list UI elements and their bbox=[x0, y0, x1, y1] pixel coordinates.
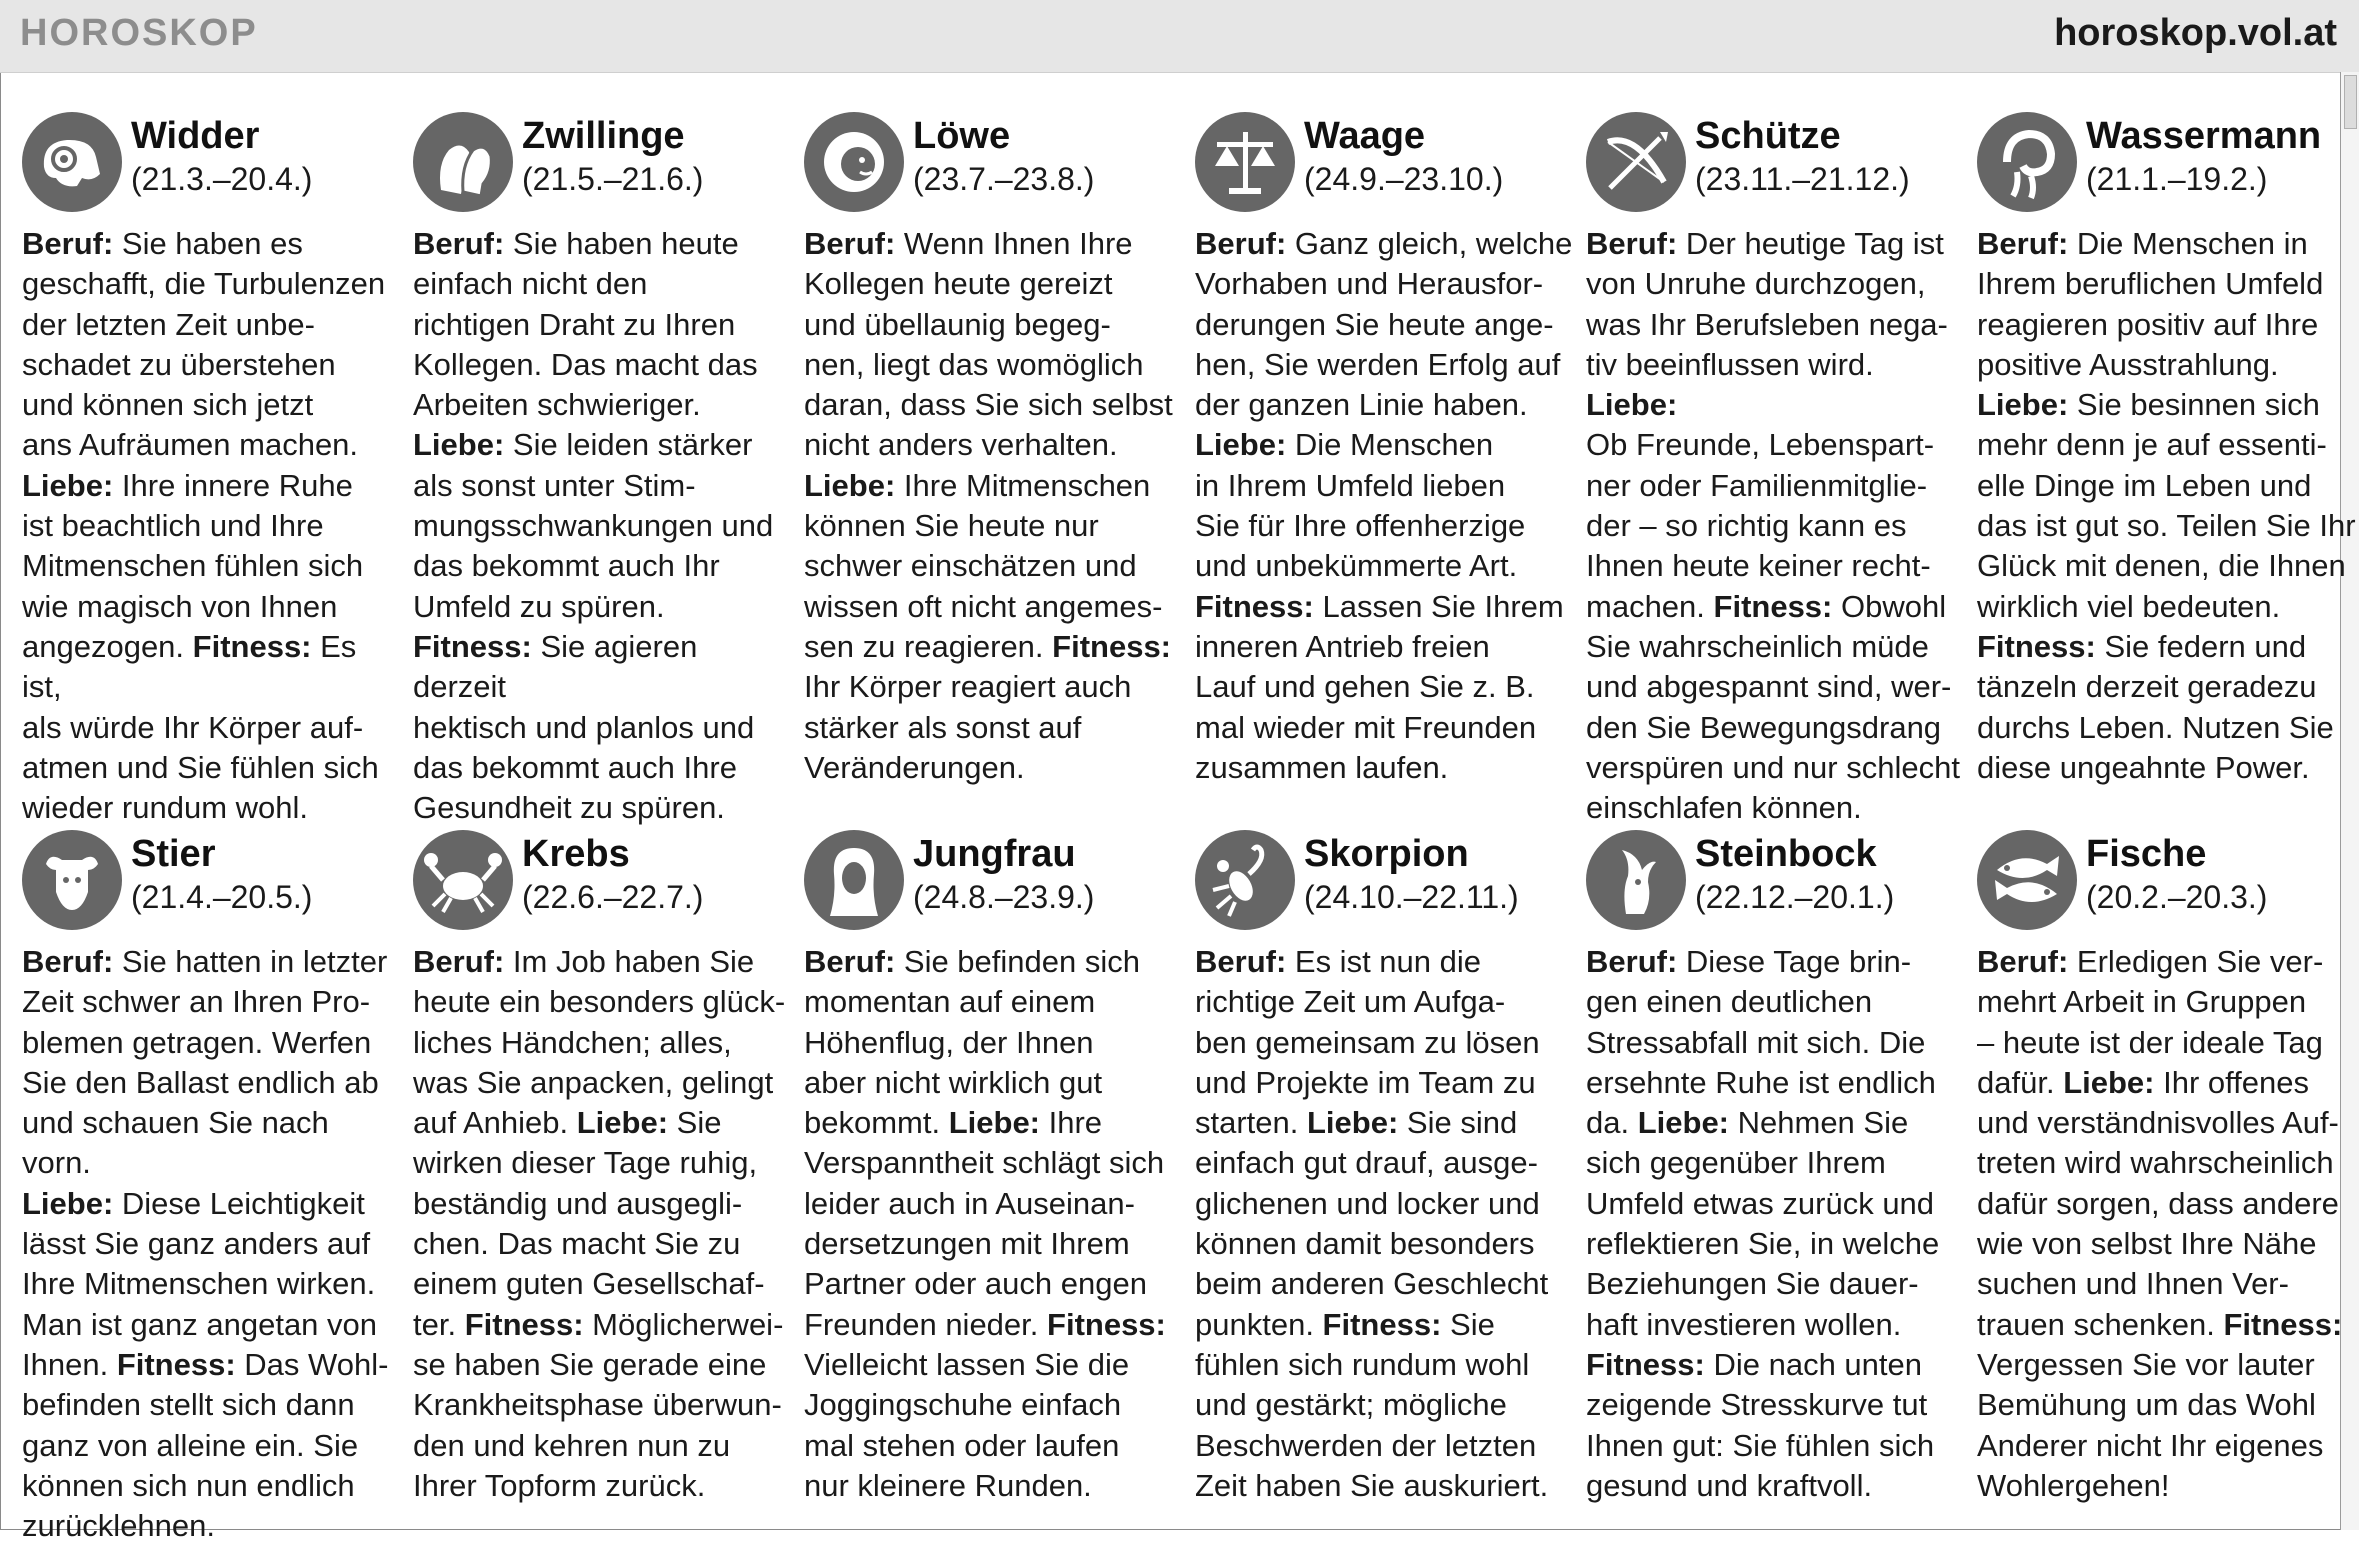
section-label: Liebe: bbox=[948, 1105, 1041, 1141]
text-line: angezogen. Fitness: Es ist, bbox=[22, 628, 357, 705]
text-line: punkten. Fitness: Sie bbox=[1195, 1306, 1495, 1342]
text-line: gen einen deutlichen bbox=[1586, 984, 1873, 1020]
text-line: richtige Zeit um Aufga- bbox=[1195, 984, 1506, 1020]
sign-dates: (23.11.–21.12.) bbox=[1695, 161, 1910, 197]
text-line: aber nicht wirklich gut bbox=[804, 1064, 1103, 1100]
text-line: reflektieren Sie, in welche bbox=[1586, 1226, 1940, 1262]
text-line: ans Aufräumen machen. bbox=[22, 427, 359, 463]
text-line: können Sie heute nur bbox=[804, 508, 1099, 544]
text-line: Ihre Mitmenschen wirken. bbox=[22, 1266, 376, 1302]
text-line: verspüren und nur schlecht bbox=[1586, 749, 1960, 785]
section-label: Liebe: bbox=[804, 467, 896, 503]
text-line: atmen und Sie fühlen sich bbox=[22, 749, 379, 785]
text-line: glichenen und locker und bbox=[1195, 1185, 1540, 1221]
section-label: Fitness: bbox=[1195, 588, 1314, 624]
section-label: Liebe: bbox=[576, 1105, 669, 1141]
text-line: Liebe: Ihre Mitmenschen bbox=[804, 467, 1151, 503]
text-line: Ihnen gut: Sie fühlen sich bbox=[1586, 1427, 1935, 1463]
text-line: der ganzen Linie haben. bbox=[1195, 387, 1528, 423]
text-line: Beruf: Sie hatten in letzter bbox=[22, 944, 388, 979]
sign-name: Stier bbox=[131, 833, 216, 875]
text-line: zurücklehnen. bbox=[22, 1508, 216, 1544]
sign-name: Wassermann bbox=[2086, 115, 2322, 157]
header-bar bbox=[0, 0, 2359, 73]
text-line: können sich nun endlich bbox=[22, 1467, 355, 1503]
text-line: und gestärkt; mögliche bbox=[1195, 1387, 1507, 1423]
sign-dates: (21.5.–21.6.) bbox=[522, 161, 704, 197]
sign-dates: (23.7.–23.8.) bbox=[913, 161, 1095, 197]
text-line: schadet zu überstehen bbox=[22, 346, 336, 382]
text-line: liches Händchen; alles, bbox=[413, 1024, 732, 1060]
text-line: daran, dass Sie sich selbst bbox=[804, 387, 1173, 423]
text-line: Beruf: Es ist nun die bbox=[1195, 944, 1481, 979]
text-line: stärker als sonst auf bbox=[804, 709, 1082, 745]
text-line: tiv beeinflussen wird. Liebe: bbox=[1586, 346, 1874, 423]
sign-text bbox=[413, 942, 793, 1506]
text-line: reagieren positiv auf Ihre bbox=[1977, 306, 2319, 342]
text-line: starten. Liebe: Sie sind bbox=[1195, 1105, 1518, 1141]
text-line: nicht anders verhalten. bbox=[804, 427, 1118, 463]
text-line: als würde Ihr Körper auf- bbox=[22, 709, 364, 745]
sign-dates: (24.9.–23.10.) bbox=[1304, 161, 1504, 197]
text-line: Mitmenschen fühlen sich bbox=[22, 548, 364, 584]
section-label: Beruf: bbox=[1195, 944, 1287, 979]
text-line: Beruf: Wenn Ihnen Ihre bbox=[804, 226, 1133, 261]
sign-card-ram bbox=[22, 112, 397, 826]
bull-icon bbox=[22, 830, 122, 930]
text-line: und schauen Sie nach vorn. bbox=[22, 1105, 329, 1181]
text-line: Anderer nicht Ihr eigenes bbox=[1977, 1427, 2324, 1463]
section-label: Beruf: bbox=[22, 226, 114, 261]
text-line: und Projekte im Team zu bbox=[1195, 1064, 1536, 1100]
text-line: treten wird wahrscheinlich bbox=[1977, 1145, 2334, 1181]
text-line: Beruf: Die Menschen in bbox=[1977, 226, 2308, 261]
sign-dates: (24.10.–22.11.) bbox=[1304, 879, 1519, 915]
section-label: Liebe: bbox=[413, 427, 505, 463]
text-line: elle Dinge im Leben und bbox=[1977, 467, 2312, 503]
sign-card-fish bbox=[1977, 830, 2352, 1503]
text-line: schwer einschätzen und bbox=[804, 548, 1137, 584]
text-line: Wohlergehen! bbox=[1977, 1467, 2170, 1503]
sign-card-twins bbox=[413, 112, 788, 826]
fish-icon bbox=[1977, 830, 2077, 930]
capricorn-icon bbox=[1586, 830, 1686, 930]
text-line: Arbeiten schwieriger. bbox=[413, 387, 701, 423]
text-line: da. Liebe: Nehmen Sie bbox=[1586, 1105, 1909, 1141]
scales-icon bbox=[1195, 112, 1295, 212]
text-line: der letzten Zeit unbe- bbox=[22, 306, 315, 342]
section-label: Fitness: bbox=[1586, 1346, 1705, 1382]
text-line: hen, Sie werden Erfolg auf bbox=[1195, 346, 1561, 382]
text-line: Beruf: Sie haben es bbox=[22, 226, 303, 261]
text-line: ter. Fitness: Möglicherwei- bbox=[413, 1306, 784, 1342]
text-line: und verständnisvolles Auf- bbox=[1977, 1105, 2339, 1141]
text-line: zeigende Stresskurve tut bbox=[1586, 1387, 1928, 1423]
section-label: Fitness: bbox=[2223, 1306, 2343, 1342]
text-line: das bekommt auch Ihr bbox=[413, 548, 720, 584]
text-line: Umfeld etwas zurück und bbox=[1586, 1185, 1935, 1221]
sign-name: Steinbock bbox=[1695, 833, 1877, 875]
text-line: – heute ist der ideale Tag bbox=[1977, 1024, 2323, 1060]
text-line: Krankheitsphase überwun- bbox=[413, 1387, 782, 1423]
section-label: Liebe: bbox=[1586, 387, 1678, 423]
sign-name: Zwillinge bbox=[522, 115, 685, 157]
text-line: Liebe: Sie besinnen sich bbox=[1977, 387, 2320, 423]
text-line: Beruf: Erledigen Sie ver- bbox=[1977, 944, 2324, 979]
text-line: den Sie Bewegungsdrang bbox=[1586, 709, 1942, 745]
text-line: bekommt. Liebe: Ihre bbox=[804, 1105, 1103, 1141]
text-line: Beziehungen Sie dauer- bbox=[1586, 1266, 1919, 1302]
crab-icon bbox=[413, 830, 513, 930]
text-line: geschafft, die Turbulenzen bbox=[22, 266, 386, 302]
text-line: mungsschwankungen und bbox=[413, 508, 774, 544]
text-line: hektisch und planlos und bbox=[413, 709, 755, 745]
text-line: ersehnte Ruhe ist endlich bbox=[1586, 1064, 1936, 1100]
sign-text bbox=[22, 942, 402, 1546]
text-line: Ihr Körper reagiert auch bbox=[804, 669, 1132, 705]
section-label: Beruf: bbox=[413, 226, 505, 261]
text-line: Höhenflug, der Ihnen bbox=[804, 1024, 1094, 1060]
text-line: das ist gut so. Teilen Sie Ihr bbox=[1977, 508, 2356, 544]
text-line: mehrt Arbeit in Gruppen bbox=[1977, 984, 2307, 1020]
text-line: Beruf: Sie befinden sich bbox=[804, 944, 1140, 979]
text-line: Fitness: Lassen Sie Ihrem bbox=[1195, 588, 1564, 624]
section-label: Liebe: bbox=[2063, 1064, 2155, 1100]
section-label: Beruf: bbox=[1586, 944, 1678, 979]
text-line: Man ist ganz angetan von bbox=[22, 1306, 378, 1342]
text-line: Kollegen. Das macht das bbox=[413, 346, 758, 382]
text-line: tänzeln derzeit geradezu bbox=[1977, 669, 2317, 705]
text-line: wieder rundum wohl. bbox=[22, 790, 309, 826]
text-line: wirken dieser Tage ruhig, bbox=[413, 1145, 758, 1181]
archer-icon bbox=[1586, 112, 1686, 212]
section-label: Beruf: bbox=[22, 944, 114, 979]
sign-name: Löwe bbox=[913, 115, 1011, 157]
text-line: chen. Das macht Sie zu bbox=[413, 1226, 741, 1262]
text-line: Partner oder auch engen bbox=[804, 1266, 1147, 1302]
text-line: den und kehren nun zu bbox=[413, 1427, 731, 1463]
text-line: was Sie anpacken, gelingt bbox=[413, 1064, 774, 1100]
text-line: Veränderungen. bbox=[804, 749, 1025, 785]
text-line: Gesundheit zu spüren. bbox=[413, 790, 725, 826]
text-line: Stressabfall mit sich. Die bbox=[1586, 1024, 1926, 1060]
sign-name: Skorpion bbox=[1304, 833, 1469, 875]
section-label: Liebe: bbox=[22, 1185, 114, 1221]
text-line: machen. Fitness: Obwohl bbox=[1586, 588, 1947, 624]
text-line: Beruf: Ganz gleich, welche bbox=[1195, 226, 1573, 261]
text-line: inneren Antrieb freien bbox=[1195, 628, 1490, 664]
site-link[interactable]: horoskop.vol.at bbox=[2054, 12, 2337, 54]
text-line: Vergessen Sie vor lauter bbox=[1977, 1346, 2315, 1382]
text-line: einfach gut drauf, ausge- bbox=[1195, 1145, 1538, 1181]
text-line: nen, liegt das womöglich bbox=[804, 346, 1144, 382]
sign-card-archer bbox=[1586, 112, 1961, 826]
text-line: befinden stellt sich dann bbox=[22, 1387, 355, 1423]
text-line: und unbekümmerte Art. bbox=[1195, 548, 1518, 584]
text-line: suchen und Ihnen Ver- bbox=[1977, 1266, 2289, 1302]
sign-dates: (21.3.–20.4.) bbox=[131, 161, 313, 197]
text-line: sich gegenüber Ihrem bbox=[1586, 1145, 1886, 1181]
section-label: Fitness: bbox=[464, 1306, 584, 1342]
sign-text bbox=[804, 942, 1184, 1506]
sign-card-virgin bbox=[804, 830, 1179, 1503]
sign-text bbox=[22, 224, 402, 828]
sign-card-scales bbox=[1195, 112, 1573, 785]
sign-text bbox=[1977, 942, 2357, 1506]
text-line: in Ihrem Umfeld lieben bbox=[1195, 467, 1506, 503]
text-line: Beruf: Sie haben heute bbox=[413, 226, 739, 261]
section-label: Beruf: bbox=[804, 226, 896, 261]
text-line: ner oder Familienmitglie- bbox=[1586, 467, 1928, 503]
section-label: Liebe: bbox=[1307, 1105, 1399, 1141]
text-line: leider auch in Auseinan- bbox=[804, 1185, 1135, 1221]
text-line: Lauf und gehen Sie z. B. bbox=[1195, 669, 1535, 705]
text-line: ben gemeinsam zu lösen bbox=[1195, 1024, 1540, 1060]
text-line: Zeit haben Sie auskuriert. bbox=[1195, 1467, 1549, 1503]
text-line: Liebe: Ihre innere Ruhe bbox=[22, 467, 353, 503]
text-line: trauen schenken. Fitness: bbox=[1977, 1306, 2343, 1342]
sign-name: Widder bbox=[131, 115, 260, 157]
text-line: mal stehen oder laufen bbox=[804, 1427, 1120, 1463]
text-line: diese ungeahnte Power. bbox=[1977, 749, 2310, 785]
text-line: Sie für Ihre offenherzige bbox=[1195, 508, 1526, 544]
text-line: auf Anhieb. Liebe: Sie bbox=[413, 1105, 722, 1141]
section-label: Beruf: bbox=[1977, 944, 2069, 979]
text-line: dafür. Liebe: Ihr offenes bbox=[1977, 1064, 2310, 1100]
sign-dates: (20.2.–20.3.) bbox=[2086, 879, 2268, 915]
text-line: positive Ausstrahlung. bbox=[1977, 346, 2279, 382]
text-line: Sie den Ballast endlich ab bbox=[22, 1064, 379, 1100]
sign-name: Jungfrau bbox=[913, 833, 1076, 875]
section-label: Beruf: bbox=[413, 944, 505, 979]
text-line: Fitness: Die nach unten bbox=[1586, 1346, 1923, 1382]
text-line: mehr denn je auf essenti- bbox=[1977, 427, 2327, 463]
ram-icon bbox=[22, 112, 122, 212]
text-line: Ihrer Topform zurück. bbox=[413, 1467, 706, 1503]
section-label: Fitness: bbox=[1977, 628, 2096, 664]
text-line: der – so richtig kann es bbox=[1586, 508, 1907, 544]
text-line: als sonst unter Stim- bbox=[413, 467, 696, 503]
sign-card-bull bbox=[22, 830, 397, 1544]
section-label: Beruf: bbox=[1195, 226, 1287, 261]
text-line: se haben Sie gerade eine bbox=[413, 1346, 767, 1382]
text-line: Liebe: Sie leiden stärker bbox=[413, 427, 753, 463]
sign-card-crab bbox=[413, 830, 788, 1503]
text-line: Vorhaben und Herausfor- bbox=[1195, 266, 1544, 302]
sign-name: Schütze bbox=[1695, 115, 1841, 157]
text-line: momentan auf einem bbox=[804, 984, 1096, 1020]
text-line: wie magisch von Ihnen bbox=[22, 588, 338, 624]
text-line: zusammen laufen. bbox=[1195, 749, 1449, 785]
text-line: blemen getragen. Werfen bbox=[22, 1024, 372, 1060]
text-line: Beruf: Im Job haben Sie bbox=[413, 944, 755, 979]
sign-text bbox=[1195, 224, 1575, 788]
text-line: ist beachtlich und Ihre bbox=[22, 508, 324, 544]
section-label: Fitness: bbox=[1052, 628, 1172, 664]
section-label: Liebe: bbox=[1637, 1105, 1730, 1141]
sign-card-scorpion bbox=[1195, 830, 1570, 1503]
text-line: haft investieren wollen. bbox=[1586, 1306, 1902, 1342]
lion-icon bbox=[804, 112, 904, 212]
sign-text bbox=[804, 224, 1184, 788]
text-line: Ihnen. Fitness: Das Wohl- bbox=[22, 1346, 389, 1382]
sign-dates: (24.8.–23.9.) bbox=[913, 879, 1095, 915]
sign-name: Krebs bbox=[522, 833, 630, 875]
text-line: das bekommt auch Ihre bbox=[413, 749, 737, 785]
text-line: nur kleinere Runden. bbox=[804, 1467, 1092, 1503]
sign-text bbox=[1586, 224, 1966, 828]
text-line: Beruf: Diese Tage brin- bbox=[1586, 944, 1912, 979]
section-label: Fitness: bbox=[413, 628, 532, 664]
water-bearer-icon bbox=[1977, 112, 2077, 212]
sign-dates: (22.6.–22.7.) bbox=[522, 879, 704, 915]
text-line: Liebe: Die Menschen bbox=[1195, 427, 1494, 463]
scorpion-icon bbox=[1195, 830, 1295, 930]
text-line: durchs Leben. Nutzen Sie bbox=[1977, 709, 2334, 745]
section-label: Fitness: bbox=[192, 628, 312, 664]
text-line: derungen Sie heute ange- bbox=[1195, 306, 1554, 342]
section-label: Fitness: bbox=[116, 1346, 236, 1382]
section-label: Fitness: bbox=[1322, 1306, 1442, 1342]
text-line: Umfeld zu spüren. bbox=[413, 588, 665, 624]
text-line: Fitness: Sie federn und bbox=[1977, 628, 2307, 664]
sign-card-water-bearer bbox=[1977, 112, 2356, 785]
text-line: von Unruhe durchzogen, bbox=[1586, 266, 1926, 302]
text-line: richtigen Draht zu Ihren bbox=[413, 306, 736, 342]
text-line: Joggingschuhe einfach bbox=[804, 1387, 1122, 1423]
text-line: Liebe: Diese Leichtigkeit bbox=[22, 1185, 365, 1221]
section-title: HOROSKOP bbox=[20, 12, 258, 54]
text-line: Beruf: Der heutige Tag ist bbox=[1586, 226, 1944, 261]
text-line: Ob Freunde, Lebenspart- bbox=[1586, 427, 1935, 463]
sign-text bbox=[1977, 224, 2357, 788]
text-line: und können sich jetzt bbox=[22, 387, 314, 423]
section-label: Liebe: bbox=[22, 467, 114, 503]
text-line: lässt Sie ganz anders auf bbox=[22, 1226, 371, 1262]
text-line: einschlafen können. bbox=[1586, 790, 1862, 826]
text-line: und übellaunig begeg- bbox=[804, 306, 1111, 342]
text-line: wirklich viel bedeuten. bbox=[1977, 588, 2281, 624]
text-line: Ihrem beruflichen Umfeld bbox=[1977, 266, 2324, 302]
text-line: was Ihr Berufsleben nega- bbox=[1586, 306, 1948, 342]
text-line: Bemühung um das Wohl bbox=[1977, 1387, 2316, 1423]
section-label: Liebe: bbox=[1195, 427, 1287, 463]
text-line: Fitness: Sie agieren derzeit bbox=[413, 628, 698, 705]
text-line: gesund und kraftvoll. bbox=[1586, 1467, 1873, 1503]
text-line: dersetzungen mit Ihrem bbox=[804, 1226, 1130, 1262]
sign-dates: (21.4.–20.5.) bbox=[131, 879, 313, 915]
text-line: Beschwerden der letzten bbox=[1195, 1427, 1537, 1463]
text-line: einem guten Gesellschaf- bbox=[413, 1266, 765, 1302]
virgin-icon bbox=[804, 830, 904, 930]
sign-card-lion bbox=[804, 112, 1179, 785]
section-label: Fitness: bbox=[1047, 1306, 1166, 1342]
text-line: mal wieder mit Freunden bbox=[1195, 709, 1537, 745]
section-label: Fitness: bbox=[1713, 588, 1833, 624]
text-line: ganz von alleine ein. Sie bbox=[22, 1427, 359, 1463]
text-line: Ihnen heute keiner recht- bbox=[1586, 548, 1931, 584]
twins-icon bbox=[413, 112, 513, 212]
section-label: Beruf: bbox=[804, 944, 896, 979]
section-label: Liebe: bbox=[1977, 387, 2069, 423]
text-line: beständig und ausgegli- bbox=[413, 1185, 743, 1221]
sign-text bbox=[1195, 942, 1575, 1506]
text-line: beim anderen Geschlecht bbox=[1195, 1266, 1549, 1302]
section-label: Beruf: bbox=[1977, 226, 2069, 261]
text-line: Freunden nieder. Fitness: bbox=[804, 1306, 1166, 1342]
text-line: Zeit schwer an Ihren Pro- bbox=[22, 984, 371, 1020]
sign-text bbox=[413, 224, 793, 828]
text-line: und abgespannt sind, wer- bbox=[1586, 669, 1952, 705]
sign-card-capricorn bbox=[1586, 830, 1961, 1503]
text-line: wissen oft nicht angemes- bbox=[804, 588, 1163, 624]
text-line: fühlen sich rundum wohl bbox=[1195, 1346, 1530, 1382]
text-line: Kollegen heute gereizt bbox=[804, 266, 1113, 302]
sign-name: Waage bbox=[1304, 115, 1426, 157]
text-line: sen zu reagieren. Fitness: bbox=[804, 628, 1172, 664]
section-label: Beruf: bbox=[1586, 226, 1678, 261]
sign-dates: (21.1.–19.2.) bbox=[2086, 161, 2268, 197]
sign-text bbox=[1586, 942, 1966, 1506]
text-line: einfach nicht den bbox=[413, 266, 648, 302]
text-line: Verspanntheit schlägt sich bbox=[804, 1145, 1165, 1181]
sign-name: Fische bbox=[2086, 833, 2207, 875]
text-line: Glück mit denen, die Ihnen bbox=[1977, 548, 2346, 584]
text-line: heute ein besonders glück- bbox=[413, 984, 786, 1020]
text-line: wie von selbst Ihre Nähe bbox=[1977, 1226, 2317, 1262]
text-line: dafür sorgen, dass andere bbox=[1977, 1185, 2339, 1221]
sign-dates: (22.12.–20.1.) bbox=[1695, 879, 1895, 915]
text-line: Vielleicht lassen Sie die bbox=[804, 1346, 1130, 1382]
text-line: können damit besonders bbox=[1195, 1226, 1535, 1262]
text-line: Sie wahrscheinlich müde bbox=[1586, 628, 1929, 664]
